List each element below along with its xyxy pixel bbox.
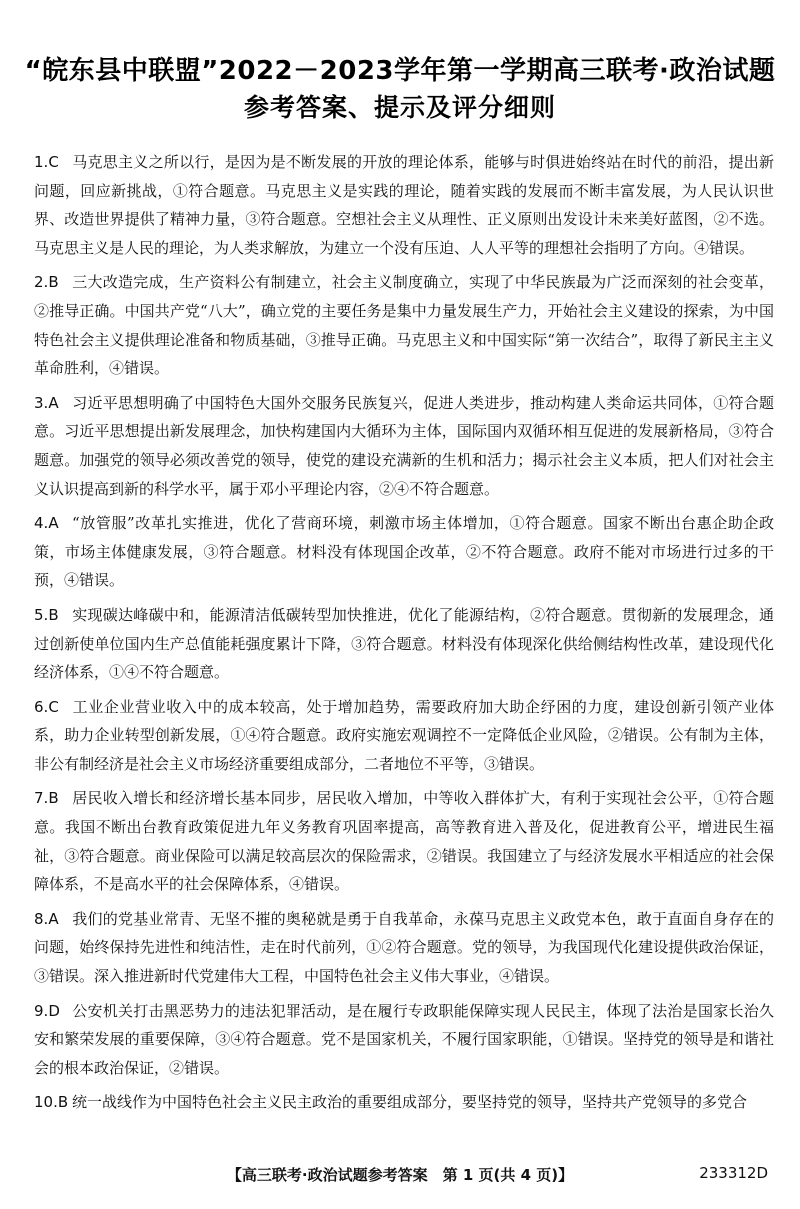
question-label xyxy=(34,997,72,1026)
explanation-text: 习近平思想明确了中国特色大国外交服务民族复兴，促进人类进步，推动构建人类命运共同体，①符合题意。习近平思想提出新发展理念，加快构建国内大循环为主体，国际国内双循环相互促进的发展新格局，③符合题意。加强党的领导必须改善党的领导，使党的建设充满新的生机和活力；揭示社会主义本质，把人们对社会主义认识提高到新的科学水平，属于邓小平理论内容，②④不符合题意。 xyxy=(34,393,774,498)
answer-item-4 xyxy=(34,509,774,595)
answer-item-2 xyxy=(34,268,774,382)
explanation-text: 居民收入增长和经济增长基本同步，居民收入增加，中等收入群体扩大，有利于实现社会公平，①符合题意。我国不断出台教育政策促进九年义务教育巩固率提高，高等教育进入普及化，促进教育公平，增进民生福祉，③符合题意。商业保险可以满足较高层次的保险需求，②错误。我国建立了与经济发展水平相适应的社会保障体系，不是高水平的社会保障体系，④错误。 xyxy=(34,789,774,894)
explanation-text: 马克思主义之所以行，是因为是不断发展的开放的理论体系，能够与时俱进始终站在时代的前沿，提出新问题，回应新挑战，①符合题意。马克思主义是实践的理论，随着实践的发展而不断丰富发展，为人民认识世界、改造世界提供了精神力量，③符合题意。空想社会主义从理性、正义原则出发设计未来美好蓝图，②不选。马克思主义是人民的理论，为人类求解放，为建立一个没有压迫、人人平等的理想社会指明了方向。④错误。 xyxy=(34,153,774,257)
explanation-text: 统一战线作为中国特色社会主义民主政治的重要组成部分，要坚持党的领导，坚持共产党领导的多党合 xyxy=(72,1093,748,1112)
answer-choice: B xyxy=(57,1093,69,1112)
answer-item-3 xyxy=(34,389,774,503)
question-number: 9. xyxy=(34,1001,49,1020)
footer-label: 【高三联考·政治试题参考答案 第 1 页(共 4 页)】 xyxy=(226,1166,574,1184)
question-number: 4. xyxy=(34,514,49,533)
question-number: 1. xyxy=(34,153,49,171)
explanation-text: 公安机关打击黑恶势力的违法犯罪活动，是在履行专政职能保障实现人民民主，体现了法治是国家长治久安和繁荣发展的重要保障，③④符合题意。党不是国家机关，不履行国家职能，①错误。坚持党的领导是和谐社会的根本政治保证，②错误。 xyxy=(34,1001,774,1077)
question-number: 8. xyxy=(34,909,49,928)
answer-item-7 xyxy=(34,784,774,898)
explanation-text: “放管服”改革扎实推进，优化了营商环境，刺激市场主体增加，①符合题意。国家不断出台惠企助企政策，市场主体健康发展，③符合题意。材料没有体现国企改革，②不符合题意。政府不能对市场进行过多的干预，④错误。 xyxy=(34,514,774,590)
question-label xyxy=(34,905,72,934)
answer-item-8 xyxy=(34,905,774,991)
answer-choice: D xyxy=(48,1001,60,1020)
answer-choice: A xyxy=(48,393,59,412)
answer-item-9 xyxy=(34,997,774,1083)
question-number: 3. xyxy=(34,393,49,412)
question-number: 7. xyxy=(34,789,49,808)
answer-choice: A xyxy=(48,514,59,533)
answer-item-1 xyxy=(34,148,774,262)
question-label xyxy=(34,693,72,722)
question-label xyxy=(34,601,72,630)
answer-list xyxy=(34,148,774,1123)
question-label xyxy=(34,148,72,177)
answer-choice: C xyxy=(48,153,59,171)
page-subtitle: 参考答案、提示及评分细则 xyxy=(243,93,556,122)
explanation-text: 我们的党基业常青、无坚不摧的奥秘就是勇于自我革命，永葆马克思主义政党本色，敢于直面自身存在的问题，始终保持先进性和纯洁性，走在时代前列，①②符合题意。党的领导，为我国现代化建设提供政治保证，③错误。深入推进新时代党建伟大工程，中国特色社会主义伟大事业，④错误。 xyxy=(34,909,774,986)
answer-choice: B xyxy=(48,605,59,624)
answer-choice: B xyxy=(48,273,59,292)
explanation-text: 实现碳达峰碳中和，能源清洁低碳转型加快推进，优化了能源结构，②符合题意。贯彻新的发展理念，通过创新使单位国内生产总值能耗强度累计下降，③符合题意。材料没有体现深化供给侧结构性改革，建设现代化经济体系，①④不符合题意。 xyxy=(34,605,774,682)
explanation-text: 三大改造完成，生产资料公有制建立，社会主义制度确立，实现了中华民族最为广泛而深刻的社会变革，②推导正确。中国共产党“八大”，确立党的主要任务是集中力量发展生产力，开始社会主义建设的探索，为中国特色社会主义提供理论准备和物质基础，③推导正确。马克思主义和中国实际“第一次结合”，取得了新民主主义革命胜利，④错误。 xyxy=(34,273,774,378)
question-label xyxy=(34,268,72,297)
answer-item-5 xyxy=(34,601,774,687)
question-number: 2. xyxy=(34,273,49,292)
answer-item-10 xyxy=(34,1088,774,1117)
answer-choice: A xyxy=(48,909,59,928)
paper-code: 233312D xyxy=(699,1164,768,1182)
question-label xyxy=(34,389,72,418)
explanation-text: 工业企业营业收入中的成本较高，处于增加趋势，需要政府加大助企纾困的力度，建设创新引领产业体系，助力企业转型创新发展，①④符合题意。政府实施宏观调控不一定降低企业风险，②错误。公有制为主体，非公有制经济是社会主义市场经济重要组成部分，二者地位不平等，③错误。 xyxy=(34,697,774,773)
page-title: “皖东县中联盟”2022－2023学年第一学期高三联考·政治试题 xyxy=(24,56,776,86)
question-number: 5. xyxy=(34,605,49,624)
question-number: 6. xyxy=(34,697,49,716)
question-label xyxy=(34,509,72,538)
answer-choice: C xyxy=(48,697,59,716)
answer-choice: B xyxy=(48,789,59,808)
question-label xyxy=(34,784,72,813)
question-number: 10. xyxy=(34,1093,58,1112)
question-label xyxy=(34,1088,72,1117)
answer-item-6 xyxy=(34,693,774,779)
